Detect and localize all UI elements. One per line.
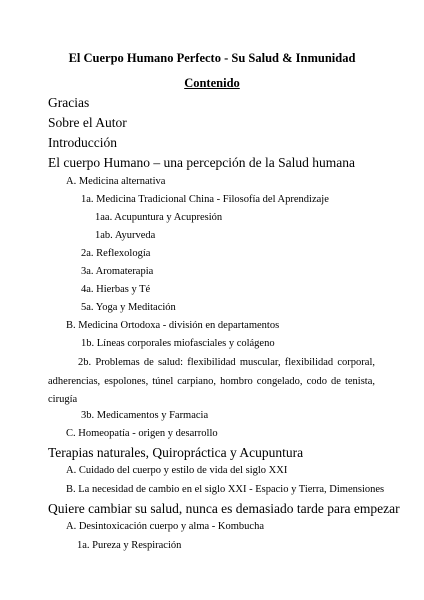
toc-entry: El cuerpo Humano – una percepción de la Salud humana xyxy=(48,155,356,170)
toc-entry: 1ab. Ayurveda xyxy=(95,230,156,241)
toc-entry: Gracias xyxy=(48,95,90,110)
toc-entry: 1aa. Acupuntura y Acupresión xyxy=(95,212,223,223)
toc-entry: 4a. Hierbas y Té xyxy=(81,284,151,295)
toc-entry: 1a. Pureza y Respiración xyxy=(77,540,182,551)
toc-entry: Quiere cambiar su salud, nunca es demasiado tarde para empezar xyxy=(48,501,400,516)
toc-entry: B. La necesidad de cambio en el siglo XXI - Espacio y Tierra, Dimensiones xyxy=(66,484,385,495)
contents-heading: Contenido xyxy=(184,76,240,90)
toc-entry-multiline: 2b. Problemas de salud: flexibilidad muscular, flexibilidad corporal, adherencias, espolones, túnel carpiano, hombro congelado, codo de tenista, cirugía xyxy=(48,357,375,405)
toc-entry: 5a. Yoga y Meditación xyxy=(81,302,176,313)
toc-entry: A. Desintoxicación cuerpo y alma - Kombucha xyxy=(66,521,264,532)
toc-entry: Sobre el Autor xyxy=(48,115,127,130)
document-title: El Cuerpo Humano Perfecto - Su Salud & Inmunidad xyxy=(68,51,356,65)
toc-entry: B. Medicina Ortodoxa - división en departamentos xyxy=(66,320,280,331)
toc-entry: 1a. Medicina Tradicional China - Filosofía del Aprendizaje xyxy=(81,194,329,205)
toc-entry: 3b. Medicamentos y Farmacia xyxy=(81,410,209,421)
toc-entry: C. Homeopatía - origen y desarrollo xyxy=(66,428,218,439)
toc-entry: Terapias naturales, Quiropráctica y Acupuntura xyxy=(48,445,304,460)
toc-entry: 3a. Aromaterapia xyxy=(81,266,154,277)
toc-entry: 1b. Líneas corporales miofasciales y colágeno xyxy=(81,338,275,349)
toc-entry: Introducción xyxy=(48,135,117,150)
toc-entry: A. Cuidado del cuerpo y estilo de vida del siglo XXI xyxy=(66,465,288,476)
toc-entry: A. Medicina alternativa xyxy=(66,176,166,187)
toc-entry: 2a. Reflexología xyxy=(81,248,151,259)
